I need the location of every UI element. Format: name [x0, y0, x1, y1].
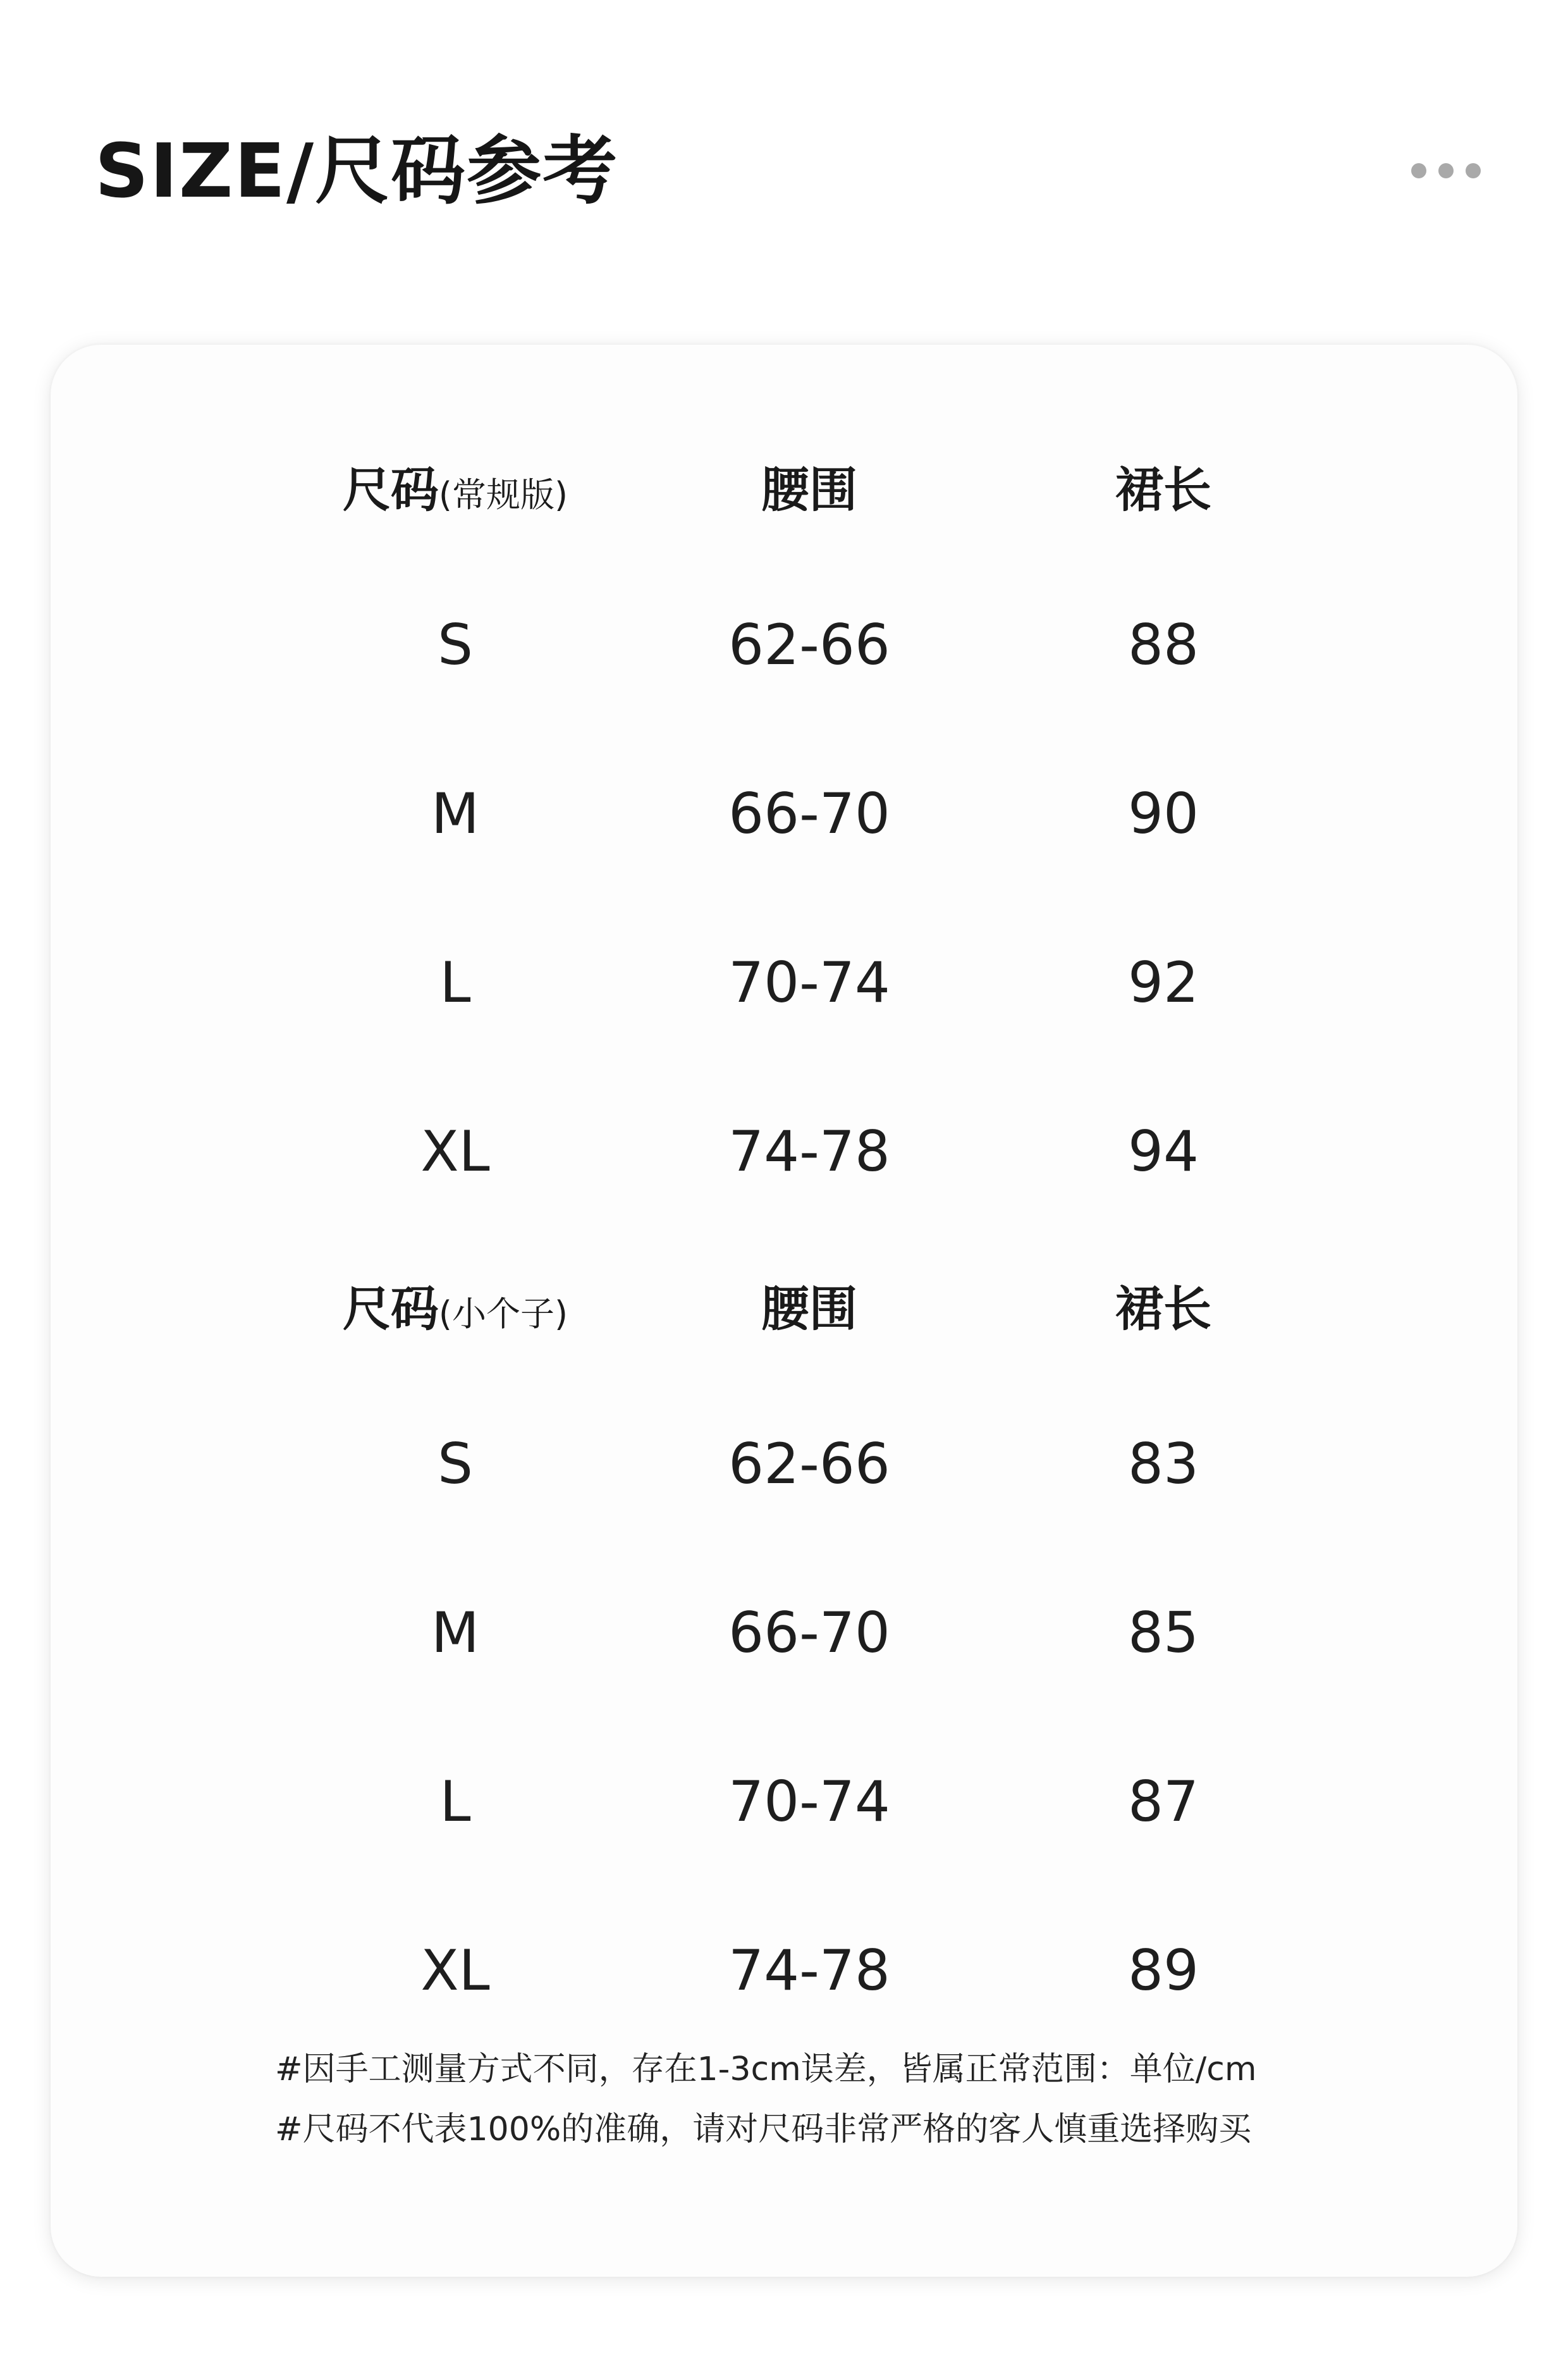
table-row — [51, 1586, 1517, 1680]
waist-cell: 66-70 — [728, 1600, 890, 1665]
size-cell: XL — [420, 1119, 490, 1184]
size-cell: XL — [420, 1938, 490, 2003]
size-cell: S — [438, 1431, 473, 1496]
length-cell: 94 — [1128, 1119, 1199, 1184]
table-header-regular — [51, 443, 1517, 538]
length-cell: 83 — [1128, 1431, 1199, 1496]
header-size-label: 尺码 — [342, 1281, 439, 1337]
more-horizontal-icon — [1438, 163, 1454, 178]
waist-cell: 62-66 — [728, 1431, 890, 1496]
waist-cell: 74-78 — [728, 1119, 890, 1184]
length-cell: 88 — [1128, 612, 1199, 677]
more-horizontal-icon — [1466, 163, 1481, 178]
header-waist: 腰围 — [761, 462, 857, 518]
more-options-button[interactable] — [1411, 152, 1481, 190]
table-row — [51, 1923, 1517, 2018]
waist-cell: 66-70 — [728, 781, 890, 846]
size-notes — [275, 2040, 1413, 2160]
size-chart-card — [51, 345, 1517, 2277]
page-title: SIZE/尺码参考 — [95, 127, 619, 214]
header-size-variant: (小个子) — [438, 1294, 568, 1334]
more-horizontal-icon — [1411, 163, 1426, 178]
length-cell: 87 — [1128, 1769, 1199, 1834]
table-row — [51, 1104, 1517, 1199]
header-length: 裙长 — [1115, 1281, 1211, 1337]
table-row — [51, 767, 1517, 861]
waist-cell: 70-74 — [728, 1769, 890, 1834]
note-line: #尺码不代表100%的准确，请对尺码非常严格的客人慎重选择购买 — [275, 2110, 1252, 2148]
header-waist: 腰围 — [761, 1281, 857, 1337]
size-cell: M — [431, 781, 479, 846]
header-size-variant: (常规版) — [438, 475, 568, 515]
size-cell: S — [438, 612, 473, 677]
length-cell: 85 — [1128, 1600, 1199, 1665]
header-size — [291, 1262, 620, 1357]
table-row — [51, 935, 1517, 1030]
length-cell: 89 — [1128, 1938, 1199, 2003]
length-cell: 92 — [1128, 950, 1199, 1015]
size-cell: L — [439, 1769, 471, 1834]
table-header-petite — [51, 1262, 1517, 1357]
table-row — [51, 598, 1517, 693]
table-row — [51, 1754, 1517, 1849]
waist-cell: 74-78 — [728, 1938, 890, 2003]
waist-cell: 70-74 — [728, 950, 890, 1015]
header-size — [291, 443, 620, 538]
size-cell: M — [431, 1600, 479, 1665]
note-line: #因手工测量方式不同，存在1-3cm误差，皆属正常范围：单位/cm — [275, 2050, 1257, 2088]
table-row — [51, 1417, 1517, 1512]
header-length: 裙长 — [1115, 462, 1211, 518]
header-size-label: 尺码 — [342, 462, 439, 518]
size-cell: L — [439, 950, 471, 1015]
length-cell: 90 — [1128, 781, 1199, 846]
waist-cell: 62-66 — [728, 612, 890, 677]
